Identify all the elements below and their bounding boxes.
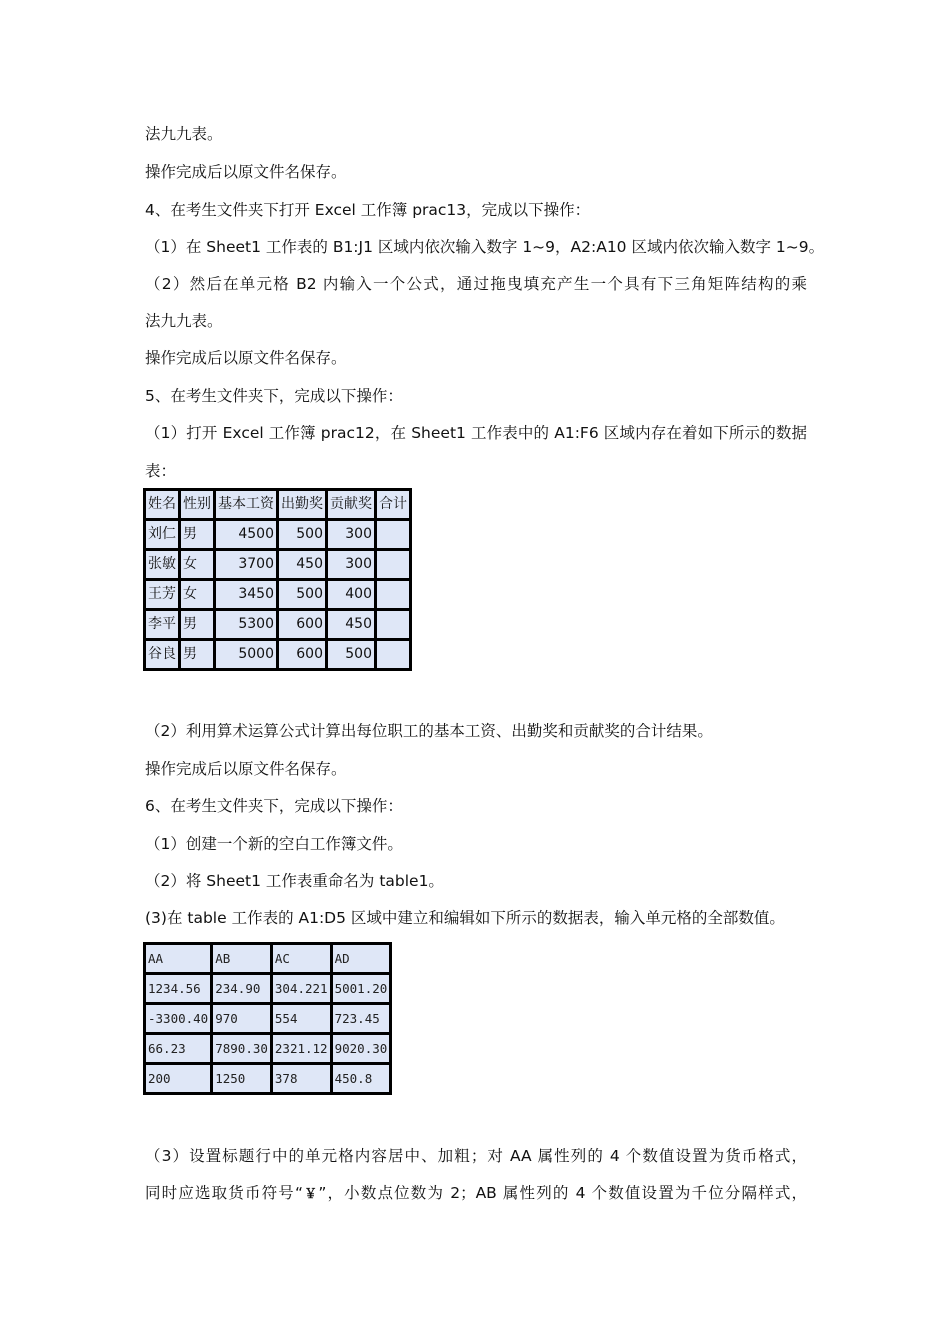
text-line: 操作完成后以原文件名保存。 bbox=[145, 349, 347, 367]
table-row bbox=[146, 611, 409, 638]
table-row bbox=[146, 1065, 389, 1092]
text-segment: 同时应选取货币符号“ bbox=[145, 1184, 303, 1202]
text-line bbox=[145, 1183, 807, 1205]
text-line: 6、在考生文件夹下，完成以下操作： bbox=[145, 797, 403, 815]
table-cell: 张敏 bbox=[146, 551, 178, 578]
table-cell: 970 bbox=[213, 1005, 270, 1032]
text-line: 5、在考生文件夹下，完成以下操作： bbox=[145, 387, 403, 405]
table-cell: 304.221 bbox=[273, 975, 330, 1002]
table-cell: 200 bbox=[146, 1065, 210, 1092]
table-cell: 男 bbox=[181, 641, 213, 668]
table-cell bbox=[377, 581, 409, 608]
table-cell: 300 bbox=[328, 551, 374, 578]
text-segment: ”，小数点位数为 2；AB 属性列的 4 个数值设置为千位分隔样式， bbox=[318, 1184, 807, 1202]
table-row bbox=[146, 521, 409, 548]
table-cell bbox=[377, 551, 409, 578]
text-line: （1）创建一个新的空白工作簿文件。 bbox=[145, 835, 403, 853]
table-header-cell: 出勤奖 bbox=[279, 491, 325, 518]
table-header-cell: 合计 bbox=[377, 491, 409, 518]
table-cell: 500 bbox=[279, 521, 325, 548]
table-cell: 450 bbox=[279, 551, 325, 578]
table-cell bbox=[377, 521, 409, 548]
table-header-cell: AB bbox=[213, 945, 270, 972]
table-row bbox=[146, 641, 409, 668]
table-cell: 4500 bbox=[216, 521, 276, 548]
table-cell: 3450 bbox=[216, 581, 276, 608]
table-header-row bbox=[146, 491, 409, 518]
text-line: （2）然后在单元格 B2 内输入一个公式，通过拖曳填充产生一个具有下三角矩阵结构的乘 bbox=[145, 275, 807, 293]
table-cell: 600 bbox=[279, 611, 325, 638]
table-cell bbox=[377, 611, 409, 638]
table-cell bbox=[377, 641, 409, 668]
table-cell: 450.8 bbox=[333, 1065, 390, 1092]
table-cell: 1234.56 bbox=[146, 975, 210, 1002]
text-line: （1）打开 Excel 工作簿 prac12，在 Sheet1 工作表中的 A1:F6 区域内存在着如下所示的数据 bbox=[145, 424, 807, 442]
text-line: 操作完成后以原文件名保存。 bbox=[145, 760, 347, 778]
table-cell: 5000 bbox=[216, 641, 276, 668]
table-cell: 66.23 bbox=[146, 1035, 210, 1062]
yen-symbol: ￥ bbox=[302, 1187, 319, 1202]
text-line: 操作完成后以原文件名保存。 bbox=[145, 163, 347, 181]
table-cell: 400 bbox=[328, 581, 374, 608]
table-row bbox=[146, 551, 409, 578]
table-cell: 500 bbox=[328, 641, 374, 668]
table-cell: 234.90 bbox=[213, 975, 270, 1002]
table-cell: 7890.30 bbox=[213, 1035, 270, 1062]
table-header-cell: 贡献奖 bbox=[328, 491, 374, 518]
table-cell: -3300.40 bbox=[146, 1005, 210, 1032]
table-cell: 王芳 bbox=[146, 581, 178, 608]
table-cell: 554 bbox=[273, 1005, 330, 1032]
table-cell: 378 bbox=[273, 1065, 330, 1092]
table-header-cell: 基本工资 bbox=[216, 491, 276, 518]
text-line: （2）利用算术运算公式计算出每位职工的基本工资、出勤奖和贡献奖的合计结果。 bbox=[145, 722, 713, 740]
table-row bbox=[146, 581, 409, 608]
table-cell: 女 bbox=[181, 551, 213, 578]
number-table bbox=[143, 942, 392, 1095]
table-cell: 600 bbox=[279, 641, 325, 668]
table-cell: 男 bbox=[181, 611, 213, 638]
text-line: 4、在考生文件夹下打开 Excel 工作簿 prac13，完成以下操作： bbox=[145, 201, 591, 219]
table-header-cell: AA bbox=[146, 945, 210, 972]
table-header-cell: AC bbox=[273, 945, 330, 972]
table-cell: 2321.12 bbox=[273, 1035, 330, 1062]
table-cell: 5300 bbox=[216, 611, 276, 638]
table-row bbox=[146, 975, 389, 1002]
table-cell: 9020.30 bbox=[333, 1035, 390, 1062]
text-line: （2）将 Sheet1 工作表重命名为 table1。 bbox=[145, 872, 444, 890]
table-row bbox=[146, 1005, 389, 1032]
table-cell: 723.45 bbox=[333, 1005, 390, 1032]
table-cell: 刘仁 bbox=[146, 521, 178, 548]
text-line: 法九九表。 bbox=[145, 312, 223, 330]
text-line: 表： bbox=[145, 462, 177, 480]
table-header-cell: 姓名 bbox=[146, 491, 178, 518]
text-line: (3)在 table 工作表的 A1:D5 区域中建立和编辑如下所示的数据表，输入单元格的全部数值。 bbox=[145, 909, 785, 927]
table-cell: 谷良 bbox=[146, 641, 178, 668]
table-cell: 女 bbox=[181, 581, 213, 608]
table-cell: 300 bbox=[328, 521, 374, 548]
salary-table bbox=[143, 488, 412, 671]
table-cell: 450 bbox=[328, 611, 374, 638]
table-header-row bbox=[146, 945, 389, 972]
table-cell: 3700 bbox=[216, 551, 276, 578]
table-header-cell: 性别 bbox=[181, 491, 213, 518]
text-line: 法九九表。 bbox=[145, 125, 223, 143]
table-cell: 男 bbox=[181, 521, 213, 548]
table-row bbox=[146, 1035, 389, 1062]
table-cell: 5001.20 bbox=[333, 975, 390, 1002]
table-cell: 500 bbox=[279, 581, 325, 608]
table-cell: 李平 bbox=[146, 611, 178, 638]
table-cell: 1250 bbox=[213, 1065, 270, 1092]
text-line: （1）在 Sheet1 工作表的 B1:J1 区域内依次输入数字 1~9，A2:A10 区域内依次输入数字 1~9。 bbox=[145, 238, 825, 256]
text-line: （3）设置标题行中的单元格内容居中、加粗；对 AA 属性列的 4 个数值设置为货币格式， bbox=[145, 1147, 807, 1165]
table-header-cell: AD bbox=[333, 945, 390, 972]
